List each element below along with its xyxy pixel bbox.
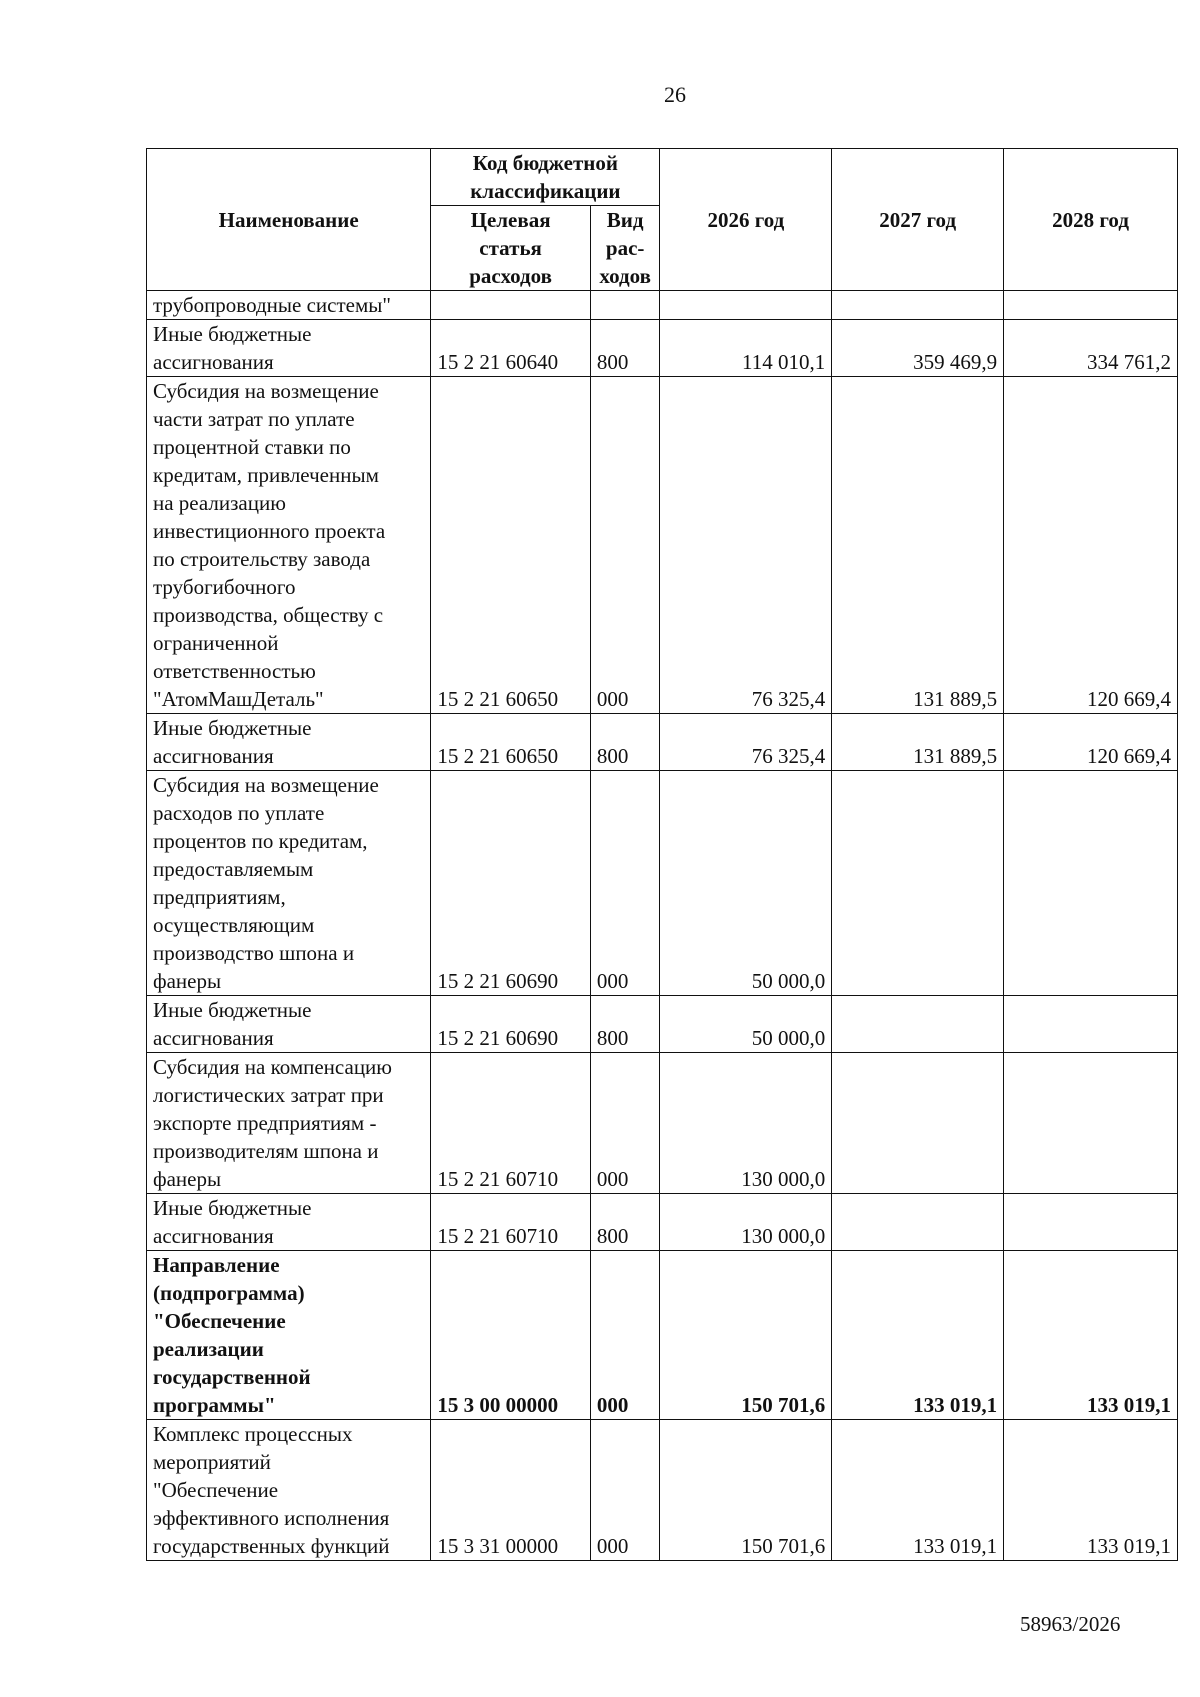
row-target-article: 15 2 21 60640 [431, 320, 591, 377]
header-2026: 2026 год [660, 149, 832, 291]
table-row [147, 996, 1178, 1053]
table-row [147, 377, 1178, 714]
table-row [147, 320, 1178, 377]
row-value-2026: 76 325,4 [660, 377, 832, 714]
row-name: трубопроводные системы" [147, 291, 431, 320]
row-target-article: 15 2 21 60650 [431, 377, 591, 714]
row-expense-kind: 000 [590, 1251, 660, 1420]
row-target-article: 15 2 21 60710 [431, 1053, 591, 1194]
row-value-2026: 76 325,4 [660, 714, 832, 771]
budget-table [146, 148, 1178, 1561]
row-expense-kind: 000 [590, 1420, 660, 1561]
row-value-2026: 130 000,0 [660, 1194, 832, 1251]
row-value-2027: 359 469,9 [832, 320, 1004, 377]
row-expense-kind: 800 [590, 996, 660, 1053]
row-value-2028: 133 019,1 [1004, 1420, 1178, 1561]
row-expense-kind: 800 [590, 320, 660, 377]
row-value-2026: 150 701,6 [660, 1420, 832, 1561]
row-value-2026: 50 000,0 [660, 996, 832, 1053]
header-expense-kind: Вид рас-ходов [590, 206, 660, 291]
table-row [147, 771, 1178, 996]
row-name: Субсидия на возмещение части затрат по уплате процентной ставки по кредитам, привлеченным на реализацию инвестиционного проекта по строительству завода трубогибочного производства, обществу с ограниченной ответственностью "АтомМашДеталь" [147, 377, 431, 714]
row-value-2028: 120 669,4 [1004, 377, 1178, 714]
document-id: 58963/2026 [1020, 1612, 1121, 1636]
row-value-2028: 334 761,2 [1004, 320, 1178, 377]
row-value-2028 [1004, 1194, 1178, 1251]
row-value-2027: 133 019,1 [832, 1251, 1004, 1420]
header-2028: 2028 год [1004, 149, 1178, 291]
row-name: Иные бюджетные ассигнования [147, 714, 431, 771]
row-name: Направление (подпрограмма) "Обеспечение реализации государственной программы" [147, 1251, 431, 1420]
table-row [147, 1251, 1178, 1420]
header-name: Наименование [147, 149, 431, 291]
header-code-group: Код бюджетной классификации [431, 149, 660, 206]
row-expense-kind: 800 [590, 1194, 660, 1251]
row-value-2028: 133 019,1 [1004, 1251, 1178, 1420]
row-target-article: 15 2 21 60650 [431, 714, 591, 771]
table-row [147, 1053, 1178, 1194]
row-target-article: 15 2 21 60690 [431, 996, 591, 1053]
row-name: Иные бюджетные ассигнования [147, 1194, 431, 1251]
row-value-2028 [1004, 996, 1178, 1053]
row-value-2026: 50 000,0 [660, 771, 832, 996]
header-2027: 2027 год [832, 149, 1004, 291]
row-target-article [431, 291, 591, 320]
row-value-2027 [832, 291, 1004, 320]
row-name: Субсидия на компенсацию логистических затрат при экспорте предприятиям - производителям шпона и фанеры [147, 1053, 431, 1194]
row-value-2026: 130 000,0 [660, 1053, 832, 1194]
row-value-2028 [1004, 771, 1178, 996]
row-value-2026: 150 701,6 [660, 1251, 832, 1420]
row-expense-kind: 000 [590, 771, 660, 996]
row-value-2027: 131 889,5 [832, 377, 1004, 714]
page-number: 26 [664, 82, 686, 107]
row-expense-kind: 800 [590, 714, 660, 771]
table-row [147, 1194, 1178, 1251]
table-row [147, 1420, 1178, 1561]
row-name: Комплекс процессных мероприятий "Обеспечение эффективного исполнения государственных функций [147, 1420, 431, 1561]
row-name: Иные бюджетные ассигнования [147, 996, 431, 1053]
row-value-2028 [1004, 291, 1178, 320]
row-value-2026: 114 010,1 [660, 320, 832, 377]
row-value-2027: 133 019,1 [832, 1420, 1004, 1561]
row-name: Субсидия на возмещение расходов по уплате процентов по кредитам, предоставляемым предприятиям, осуществляющим производство шпона и фанеры [147, 771, 431, 996]
row-target-article: 15 3 00 00000 [431, 1251, 591, 1420]
row-expense-kind [590, 291, 660, 320]
row-name: Иные бюджетные ассигнования [147, 320, 431, 377]
row-value-2027: 131 889,5 [832, 714, 1004, 771]
table-row [147, 291, 1178, 320]
row-value-2027 [832, 996, 1004, 1053]
row-expense-kind: 000 [590, 377, 660, 714]
row-value-2027 [832, 771, 1004, 996]
row-expense-kind: 000 [590, 1053, 660, 1194]
header-target-article: Целевая статья расходов [431, 206, 591, 291]
row-value-2026 [660, 291, 832, 320]
row-value-2028: 120 669,4 [1004, 714, 1178, 771]
row-target-article: 15 3 31 00000 [431, 1420, 591, 1561]
row-target-article: 15 2 21 60690 [431, 771, 591, 996]
row-value-2028 [1004, 1053, 1178, 1194]
row-target-article: 15 2 21 60710 [431, 1194, 591, 1251]
table-row [147, 714, 1178, 771]
row-value-2027 [832, 1053, 1004, 1194]
row-value-2027 [832, 1194, 1004, 1251]
